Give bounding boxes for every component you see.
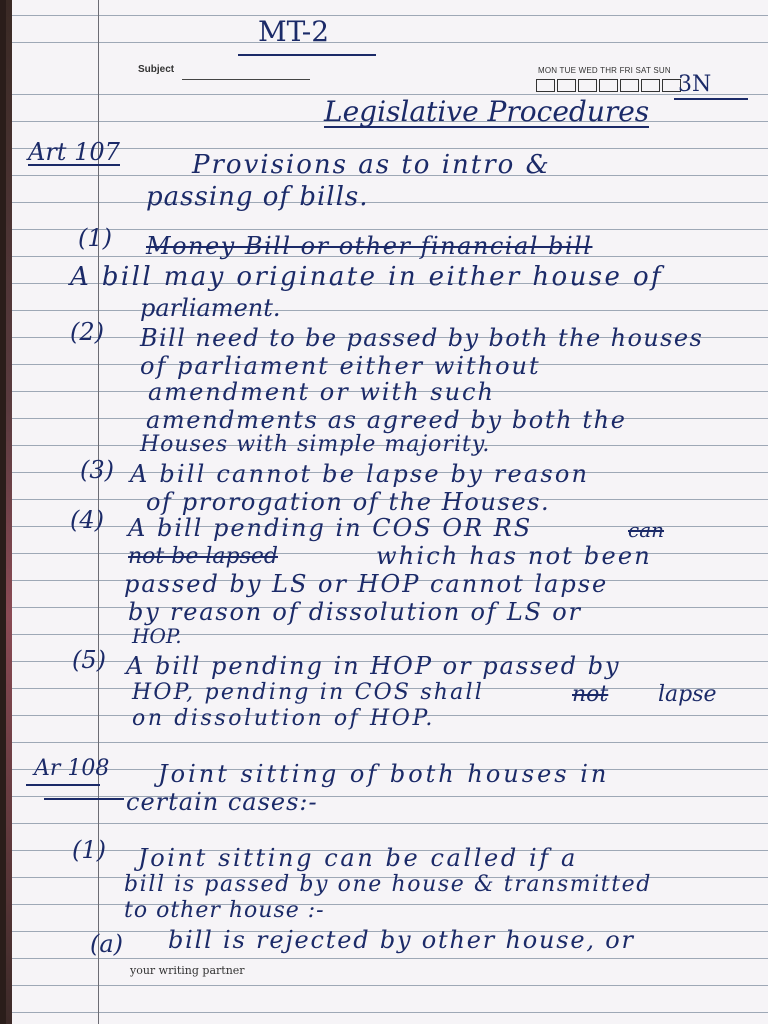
p2-line-e: Houses with simple majority.: [140, 432, 491, 457]
ja-text: bill is rejected by other house, or: [168, 926, 635, 954]
p4-number: (4): [70, 506, 104, 534]
p1-struck-text: Money Bill or other financial bill: [146, 232, 593, 260]
binding-edge: [6, 0, 12, 1024]
p3-line-a: A bill cannot be lapse by reason: [130, 460, 590, 488]
j1-number: (1): [72, 836, 106, 864]
p4-line-a: A bill pending in COS OR RS: [128, 514, 533, 542]
p3-number: (3): [80, 456, 114, 484]
ja-label: (a): [90, 930, 124, 958]
art108-label: Ar 108: [34, 756, 110, 781]
p1-line-a: A bill may originate in either house of: [70, 262, 664, 292]
p2-number: (2): [70, 318, 104, 346]
p4-line-c: passed by LS or HOP cannot lapse: [124, 570, 609, 598]
j1-line-b: bill is passed by one house & transmitted: [124, 872, 652, 897]
date-mark: 3N: [678, 72, 712, 97]
p2-line-d: amendments as agreed by both the: [146, 406, 627, 434]
date-underline: [674, 98, 748, 100]
j1-line-c: to other house :-: [124, 898, 325, 923]
p3-line-b: of prorogation of the Houses.: [146, 488, 551, 516]
p4-line-e: HOP.: [132, 624, 182, 648]
p1-number: (1): [78, 224, 112, 252]
notebook-page: [6, 0, 768, 1024]
p4-line-d: by reason of dissolution of LS or: [128, 598, 582, 626]
p5-line-a: A bill pending in HOP or passed by: [126, 652, 621, 680]
p4-struck-a: can: [628, 518, 665, 542]
j1-line-a: Joint sitting can be called if a: [138, 844, 578, 872]
p5-line-b-2: lapse: [658, 682, 717, 707]
p2-line-a: Bill need to be passed by both the houses: [140, 324, 704, 352]
p5-number: (5): [72, 646, 106, 674]
p2-line-b: of parliament either without: [140, 352, 541, 380]
subject-label: Subject: [138, 64, 175, 75]
p5-line-c: on dissolution of HOP.: [132, 706, 435, 731]
topic-underline: [238, 54, 376, 56]
art108-dash: [44, 798, 124, 800]
weekday-boxes: [536, 77, 683, 96]
art108-margin-rule: [26, 784, 100, 786]
art107-label: Art 107: [28, 138, 120, 166]
art107-title-a: Provisions as to intro &: [192, 150, 551, 180]
p2-line-c: amendment or with such: [148, 378, 495, 406]
topic-code: MT-2: [258, 15, 330, 48]
p4-line-b: which has not been: [376, 542, 652, 570]
p5-line-b-1: HOP, pending in COS shall: [132, 680, 484, 705]
p1-line-b: parliament.: [140, 294, 281, 322]
weekday-labels: MON TUE WED THR FRI SAT SUN: [538, 66, 671, 75]
page-title: Legislative Procedures: [324, 95, 650, 128]
art107-title-b: passing of bills.: [146, 182, 369, 212]
p5-struck-not: not: [572, 682, 609, 707]
art108-title-a: Joint sitting of both houses in: [158, 760, 610, 788]
p4-struck-b: not be lapsed: [128, 544, 278, 569]
subject-line: [182, 79, 310, 80]
art108-title-b: certain cases:-: [126, 788, 318, 816]
footer-tagline: your writing partner: [130, 964, 245, 977]
